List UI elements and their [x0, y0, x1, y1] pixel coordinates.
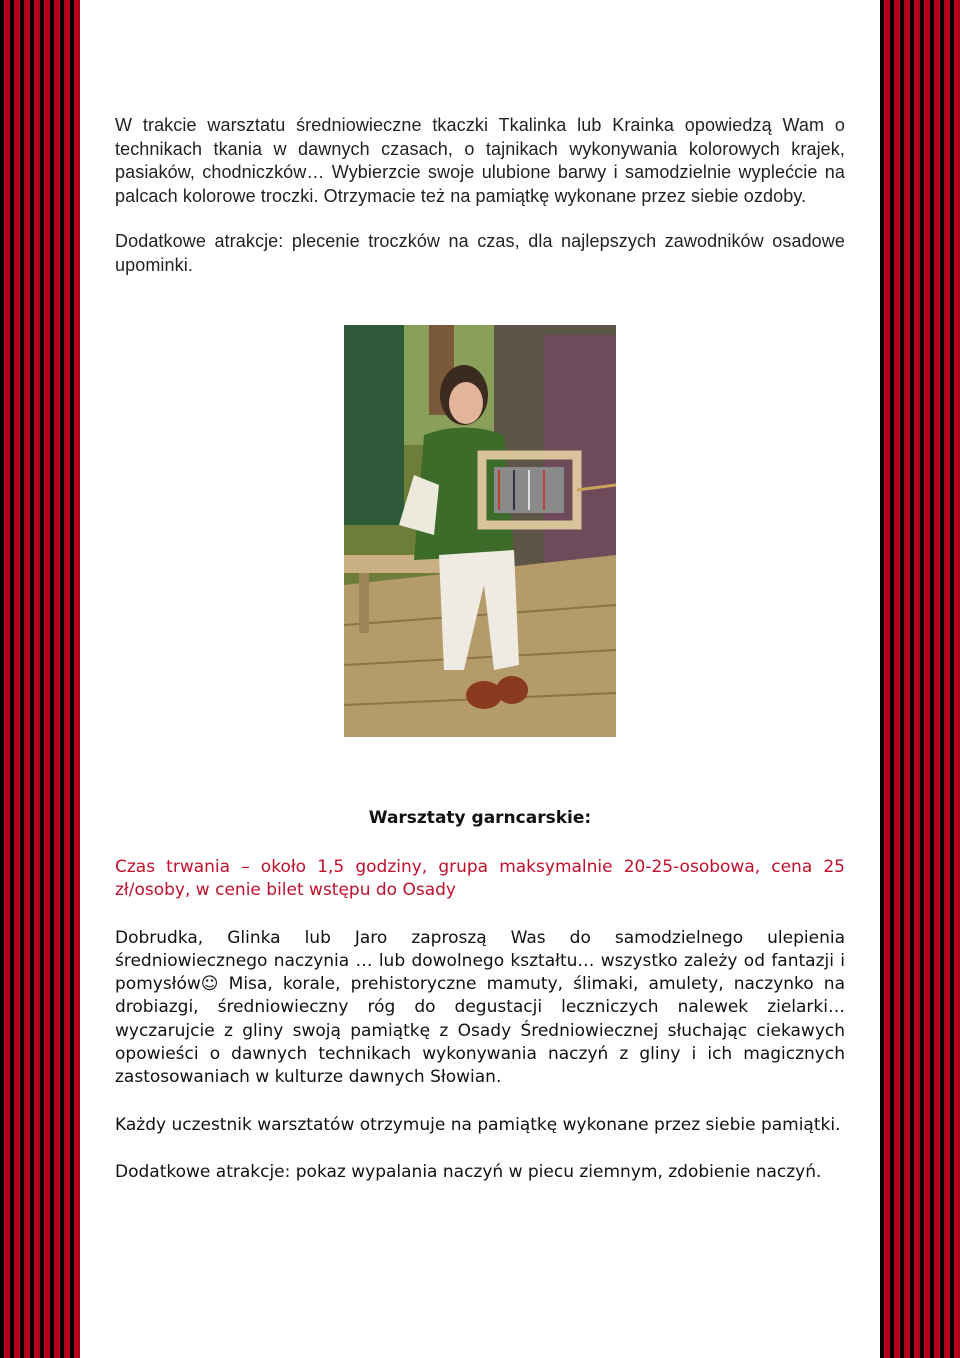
weaving-description: W trakcie warsztatu średniowieczne tkaczki Tkalinka lub Krainka opowiedzą Wam o technikach tkania w dawnych czasach, o tajnikach wykonywania kolorowych krajek, pasiaków, chodniczków… Wybierzcie swoje ulubione barwy i samodzielnie wyplećcie na palcach kolorowe troczki. Otrzymacie też na pamiątkę wykonane przez siebie ozdoby. — [115, 115, 845, 206]
weaving-photo — [344, 325, 616, 737]
decorative-border-left — [0, 0, 80, 1358]
pottery-workshop-heading: Warsztaty garncarskie: — [368, 808, 592, 828]
pottery-souvenir: Każdy uczestnik warsztatów otrzymuje na pamiątkę wykonane przez siebie pamiątki. — [115, 1114, 841, 1135]
pottery-info: Czas trwania – około 1,5 godziny, grupa maksymalnie 20-25-osobowa, cena 25 zł/osoby, w cenie bilet wstępu do Osady — [115, 857, 845, 901]
weaving-extra-attractions: Dodatkowe atrakcje: plecenie troczków na czas, dla najlepszych zawodników osadowe upominki. — [115, 231, 845, 275]
weaving-workshop-text — [115, 114, 845, 277]
pottery-extra-attractions: Dodatkowe atrakcje: pokaz wypalania naczyń w piecu ziemnym, zdobienie naczyń. — [115, 1161, 822, 1182]
pottery-workshop-text — [115, 856, 845, 1208]
pottery-description: Dobrudka, Glinka lub Jaro zaproszą Was do samodzielnego ulepienia średniowiecznego naczynia … lub dowolnego kształtu… wszystko zależy od fantazji i pomysłów☺ Misa, korale, prehistoryczne mamuty, ślimaki, amulety, naczynko na drobiazgi, średniowieczny róg do degustacji leczniczych nalewek zielarki…wyczarujcie z gliny swoją pamiątkę z Osady Średniowiecznej słuchając ciekawych opowieści o dawnych technikach wykonywania naczyń z gliny i ich magicznych zastosowaniach w kulturze dawnych Słowian. — [115, 927, 845, 1088]
decorative-border-right — [880, 0, 960, 1358]
